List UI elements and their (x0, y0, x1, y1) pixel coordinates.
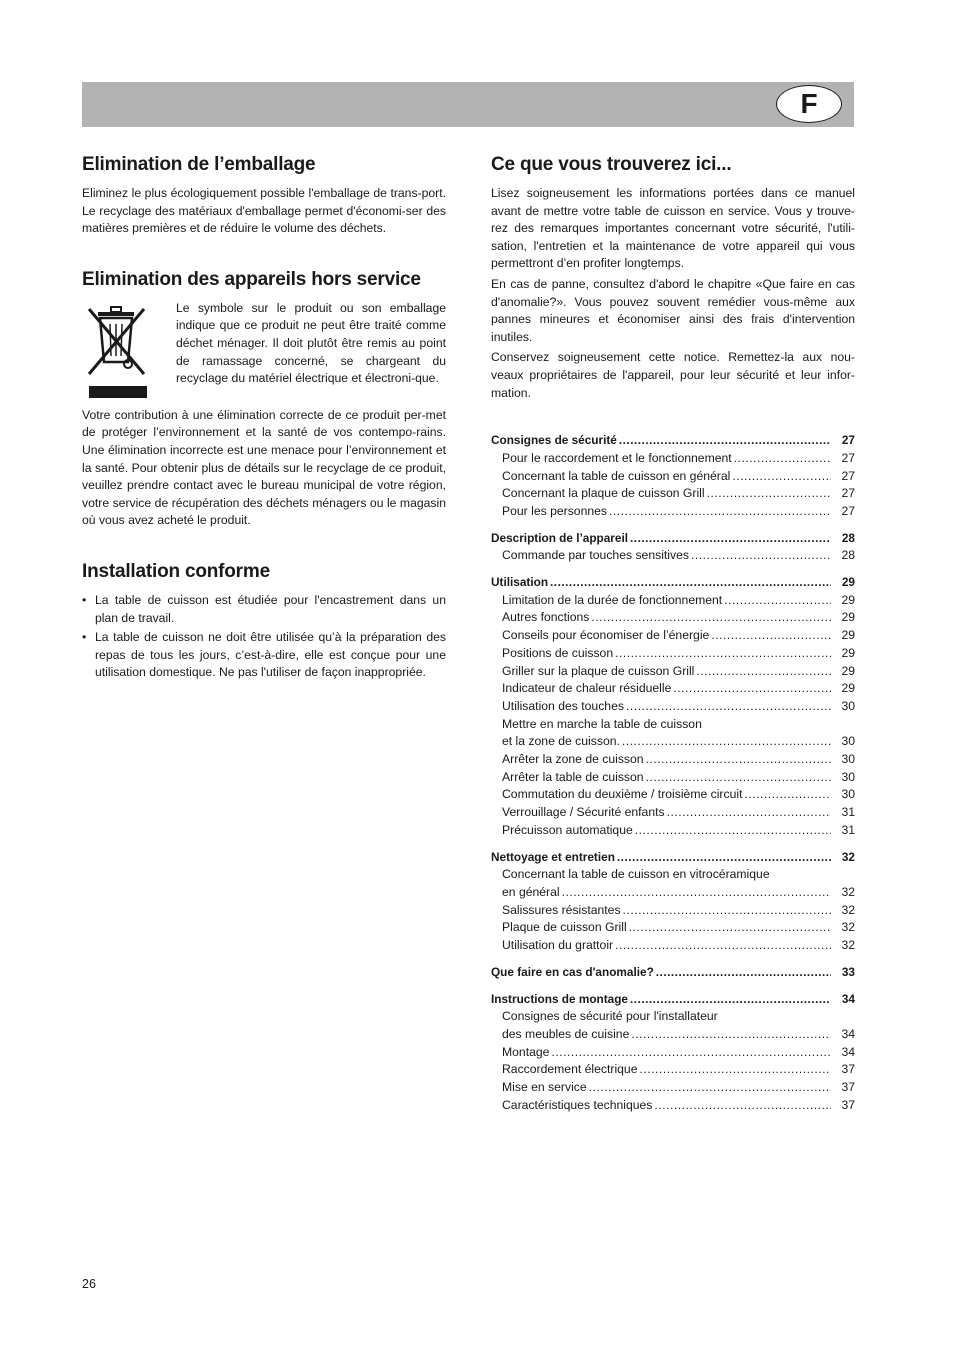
toc-leader-dots (622, 733, 831, 751)
intro-paragraph: Lisez soigneusement les informations portées dans ce manuel avant de mettre votre table de cuisson en service. Vous y trouve-rez des remarques importantes concernant votre sécurité, l'utili-sation, l'entretien et la maintenance de votre appareil qui vous permettront d’en profiter longtemps. (491, 186, 855, 271)
toc-label: Concernant la table de cuisson en général (502, 468, 731, 483)
toc-leader-dots (631, 1026, 831, 1044)
packaging-text: Eliminez le plus écologiquement possible l'emballage de trans-port. Le recyclage des matériaux d'emballage permet d'économi-ser des matières premières et de réduire le volume des déchets. (82, 186, 446, 236)
disposal-section (82, 267, 446, 530)
toc-group (491, 530, 855, 565)
toc-entry (491, 751, 855, 769)
left-column (82, 152, 446, 684)
toc-leader-dots (734, 450, 831, 468)
toc-leader-dots (589, 1079, 831, 1097)
toc-leader-dots (640, 1061, 832, 1079)
toc-label: Utilisation des touches (502, 698, 624, 713)
toc-page-number: 30 (841, 752, 855, 767)
packaging-title: Elimination de l’emballage (82, 154, 316, 175)
page-number: 26 (82, 1277, 96, 1291)
toc-leader-dots (691, 547, 831, 565)
toc-page-number: 34 (841, 1044, 855, 1059)
toc-chapter (491, 964, 855, 982)
toc-entry (491, 919, 855, 937)
toc-leader-dots (630, 530, 831, 548)
toc-label: Griller sur la plaque de cuisson Grill (502, 663, 695, 678)
toc-leader-dots (646, 769, 831, 787)
language-badge: F (776, 85, 842, 123)
toc-leader-dots (619, 432, 831, 450)
toc-entry (491, 1097, 855, 1115)
toc-label: Mise en service (502, 1080, 587, 1095)
toc-label: Plaque de cuisson Grill (502, 920, 627, 935)
toc-page-number: 28 (841, 530, 855, 545)
header-bar (82, 82, 854, 127)
toc-page-number: 29 (841, 663, 855, 678)
toc-leader-dots (654, 1097, 831, 1115)
toc-leader-dots (635, 822, 831, 840)
toc-entry (491, 769, 855, 787)
toc-entry (491, 485, 855, 503)
toc-label: Concernant la table de cuisson en vitrocéramique (502, 867, 770, 882)
disposal-text: Votre contribution à une élimination correcte de ce produit per-met de protéger l’environnement et la santé de vos contempo-rains. Une élimination incorrecte est une menace pour l’environnement et la santé. Pour obtenir plus de détails sur le recyclage de ce produit, veuillez prendre contact avec le bureau municipal de votre région, votre service de récupération des déchets ménagers ou le magasin où vous avez acheté le produit. (82, 407, 446, 528)
weee-symbol-text: Le symbole sur le produit ou son emballage indique que ce produit ne peut être traité comme déchet ménager. Il doit plutôt être remis au point de ramassage concerné, se chargeant du recyclage du matériel électrique et électroni-que. (176, 300, 446, 386)
toc-label: Autres fonctions (502, 610, 590, 625)
toc-page-number: 27 (841, 486, 855, 501)
toc-entry (491, 733, 855, 751)
toc-page-number: 29 (841, 628, 855, 643)
toc-label: Nettoyage et entretien (491, 849, 615, 864)
list-item: • La table de cuisson ne doit être utilisée qu’à la préparation des repas de tous les jours, c’est-à-dire, elle est conçue pour une utilisation domestique. Ne pas l'utiliser de façon inappropriée. (82, 629, 446, 682)
toc-label: Salissures résistantes (502, 902, 621, 917)
toc-leader-dots (630, 991, 831, 1009)
toc-label: Que faire en cas d'anomalie? (491, 964, 654, 979)
toc-page-number: 30 (841, 734, 855, 749)
toc-page-number: 32 (841, 920, 855, 935)
toc-entry (491, 627, 855, 645)
toc-label: Concernant la plaque de cuisson Grill (502, 486, 705, 501)
toc-leader-dots (562, 884, 831, 902)
toc-entry (491, 468, 855, 486)
right-column (491, 152, 855, 1123)
toc-label: Caractéristiques techniques (502, 1097, 653, 1112)
toc-entry (491, 609, 855, 627)
toc-page-number: 32 (841, 849, 855, 864)
toc-label: Raccordement électrique (502, 1062, 638, 1077)
toc-group (491, 574, 855, 840)
toc-page-number: 33 (841, 964, 855, 979)
toc-leader-dots (656, 964, 831, 982)
toc-entry (491, 547, 855, 565)
installation-title: Installation conforme (82, 560, 270, 582)
toc-page-number: 30 (841, 787, 855, 802)
toc-chapter (491, 432, 855, 450)
toc-chapter (491, 991, 855, 1009)
table-of-contents (491, 432, 855, 1114)
toc-entry (491, 450, 855, 468)
installation-list (82, 592, 446, 682)
toc-page-number: 31 (841, 805, 855, 820)
toc-label: Mettre en marche la table de cuisson (502, 716, 702, 731)
toc-leader-dots (626, 698, 831, 716)
toc-page-number: 27 (841, 433, 855, 448)
toc-page-number: 31 (841, 822, 855, 837)
toc-label: Utilisation du grattoir (502, 938, 614, 953)
toc-entry (491, 645, 855, 663)
toc-page-number: 37 (841, 1080, 855, 1095)
toc-entry (491, 902, 855, 920)
toc-label: Conseils pour économiser de l’énergie (502, 628, 710, 643)
toc-chapter (491, 530, 855, 548)
toc-chapter (491, 574, 855, 592)
toc-entry (491, 592, 855, 610)
toc-label: en général (502, 885, 560, 899)
toc-label: Instructions de montage (491, 991, 628, 1006)
toc-entry (491, 680, 855, 698)
toc-page-number: 32 (841, 885, 855, 899)
toc-label: Limitation de la durée de fonctionnement (502, 592, 723, 607)
list-item: • La table de cuisson est étudiée pour l'encastrement dans un plan de travail. (82, 592, 446, 627)
toc-leader-dots (617, 849, 831, 867)
toc-chapter (491, 849, 855, 867)
toc-label: Indicateur de chaleur résiduelle (502, 681, 672, 696)
toc-entry (491, 1026, 855, 1044)
disposal-title: Elimination des appareils hors service (82, 268, 421, 290)
toc-page-number: 30 (841, 698, 855, 713)
toc-entry (491, 786, 855, 804)
toc-leader-dots (609, 503, 831, 521)
toc-label: Commande par touches sensitives (502, 548, 689, 563)
packaging-section (82, 152, 446, 238)
toc-entry (491, 503, 855, 521)
toc-page-number: 27 (841, 503, 855, 518)
toc-leader-dots (711, 627, 831, 645)
toc-leader-dots (615, 645, 831, 663)
toc-page-number: 27 (841, 468, 855, 483)
toc-page-number: 29 (841, 681, 855, 696)
toc-entry (491, 663, 855, 681)
toc-page-number: 32 (841, 902, 855, 917)
toc-page-number: 34 (841, 991, 855, 1006)
installation-section (82, 559, 446, 682)
weee-block (82, 300, 446, 405)
toc-entry (491, 866, 855, 884)
toc-label: Pour le raccordement et le fonctionnement (502, 450, 732, 465)
toc-label: des meubles de cuisine (502, 1026, 630, 1041)
toc-label: Consignes de sécurité (491, 433, 617, 448)
toc-entry (491, 937, 855, 955)
toc-entry (491, 884, 855, 902)
toc-page-number: 32 (841, 938, 855, 953)
toc-leader-dots (667, 804, 831, 822)
toc-page-number: 37 (841, 1062, 855, 1077)
toc-label: Commutation du deuxième / troisième circuit (502, 787, 743, 802)
toc-page-number: 28 (841, 548, 855, 563)
toc-label: Description de l’appareil (491, 530, 629, 545)
toc-entry (491, 1044, 855, 1062)
toc-label: Utilisation (491, 575, 549, 590)
toc-page-number: 34 (841, 1026, 855, 1041)
toc-group (491, 849, 855, 955)
toc-page-number: 27 (841, 450, 855, 465)
toc-label: Positions de cuisson (502, 645, 614, 660)
toc-leader-dots (591, 609, 831, 627)
toc-leader-dots (696, 663, 831, 681)
toc-page-number: 29 (841, 645, 855, 660)
toc-leader-dots (744, 786, 831, 804)
toc-label: Précuisson automatique (502, 822, 633, 837)
toc-entry (491, 698, 855, 716)
toc-leader-dots (550, 574, 831, 592)
toc-entry (491, 822, 855, 840)
intro-title: Ce que vous trouverez ici... (491, 154, 732, 175)
toc-group (491, 432, 855, 521)
toc-leader-dots (724, 592, 831, 610)
toc-label: Arrêter la zone de cuisson (502, 752, 644, 767)
toc-entry (491, 1061, 855, 1079)
toc-label: Verrouillage / Sécurité enfants (502, 805, 665, 820)
toc-label: Arrêter la table de cuisson (502, 769, 644, 784)
toc-label: Consignes de sécurité pour l'installateur (502, 1009, 718, 1024)
toc-page-number: 30 (841, 769, 855, 784)
toc-label: et la zone de cuisson. (502, 734, 620, 749)
toc-page-number: 29 (841, 575, 855, 590)
toc-label: Pour les personnes (502, 503, 608, 518)
toc-leader-dots (551, 1044, 831, 1062)
toc-group (491, 964, 855, 982)
toc-page-number: 29 (841, 592, 855, 607)
toc-page-number: 37 (841, 1097, 855, 1112)
toc-leader-dots (629, 919, 831, 937)
toc-leader-dots (646, 751, 831, 769)
weee-crossed-bin-icon (82, 304, 162, 405)
toc-page-number: 29 (841, 610, 855, 625)
toc-leader-dots (673, 680, 831, 698)
toc-leader-dots (623, 902, 831, 920)
toc-group (491, 991, 855, 1115)
toc-leader-dots (707, 485, 831, 503)
toc-entry (491, 1008, 855, 1026)
intro-paragraph: En cas de panne, consultez d'abord le chapitre «Que faire en cas d'anomalie?». Vous pouvez souvent remédier vous-même aux pannes mineures et économiser ainsi des frais d'intervention inutiles. (491, 276, 855, 344)
toc-entry (491, 1079, 855, 1097)
toc-label: Montage (502, 1044, 550, 1059)
toc-leader-dots (615, 937, 831, 955)
toc-leader-dots (732, 468, 831, 486)
toc-entry (491, 716, 855, 734)
intro-paragraph: Conservez soigneusement cette notice. Remettez-la aux nou-veaux propriétaires de l'appareil, pour leur sécurité et leur infor-mation. (491, 350, 855, 400)
toc-entry (491, 804, 855, 822)
